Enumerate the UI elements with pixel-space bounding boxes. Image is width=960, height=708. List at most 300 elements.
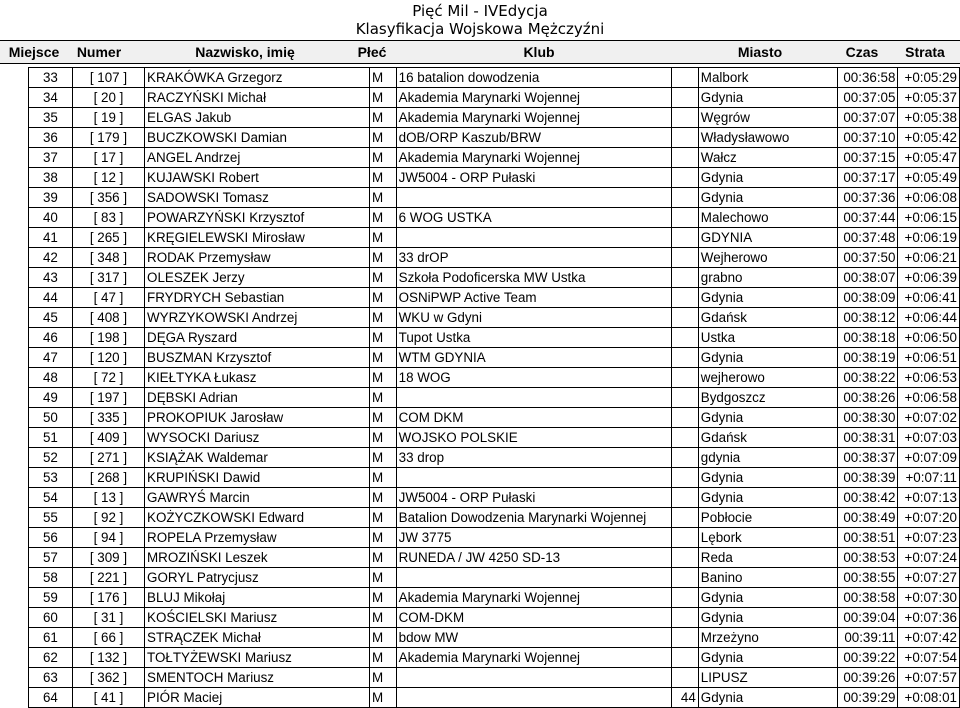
number-cell: [ 17 ] bbox=[72, 148, 144, 168]
club-cell: 33 drOP bbox=[396, 248, 671, 268]
name-cell: WYRZYKOWSKI Andrzej bbox=[145, 308, 370, 328]
number-cell: [ 197 ] bbox=[72, 388, 144, 408]
loss-cell: +0:06:21 bbox=[898, 248, 960, 268]
place-cell: 34 bbox=[29, 88, 73, 108]
club-cell: JW5004 - ORP Pułaski bbox=[396, 488, 671, 508]
sex-cell: M bbox=[370, 248, 397, 268]
number-cell: [ 198 ] bbox=[72, 328, 144, 348]
name-cell: STRĄCZEK Michał bbox=[145, 628, 370, 648]
time-cell: 00:38:58 bbox=[837, 588, 898, 608]
city-cell: Gdynia bbox=[698, 648, 837, 668]
club-cell: OSNiPWP Active Team bbox=[396, 288, 671, 308]
number-cell: [ 47 ] bbox=[72, 288, 144, 308]
sex-cell: M bbox=[370, 408, 397, 428]
time-cell: 00:38:09 bbox=[837, 288, 898, 308]
place-cell: 33 bbox=[29, 68, 73, 88]
sex-cell: M bbox=[370, 468, 397, 488]
number-cell: [ 179 ] bbox=[72, 128, 144, 148]
extra-cell bbox=[671, 408, 698, 428]
loss-cell: +0:07:27 bbox=[898, 568, 960, 588]
sex-cell: M bbox=[370, 348, 397, 368]
city-cell: Mrzeżyno bbox=[698, 628, 837, 648]
time-cell: 00:38:26 bbox=[837, 388, 898, 408]
place-cell: 49 bbox=[29, 388, 73, 408]
name-cell: TOŁTYŻEWSKI Mariusz bbox=[145, 648, 370, 668]
club-cell: Akademia Marynarki Wojennej bbox=[396, 108, 671, 128]
club-cell bbox=[396, 188, 671, 208]
number-cell: [ 317 ] bbox=[72, 268, 144, 288]
sex-cell: M bbox=[370, 588, 397, 608]
table-header bbox=[0, 40, 960, 64]
sex-cell: M bbox=[370, 308, 397, 328]
place-cell: 36 bbox=[29, 128, 73, 148]
loss-cell: +0:05:49 bbox=[898, 168, 960, 188]
club-cell: 16 batalion dowodzenia bbox=[396, 68, 671, 88]
time-cell: 00:37:36 bbox=[837, 188, 898, 208]
city-cell: Banino bbox=[698, 568, 837, 588]
club-cell bbox=[396, 688, 671, 708]
extra-cell bbox=[671, 668, 698, 688]
table-row bbox=[29, 488, 960, 508]
time-cell: 00:38:49 bbox=[837, 508, 898, 528]
table-row bbox=[29, 368, 960, 388]
table-row bbox=[29, 428, 960, 448]
city-cell: Gdańsk bbox=[698, 308, 837, 328]
loss-cell: +0:08:01 bbox=[898, 688, 960, 708]
loss-cell: +0:07:54 bbox=[898, 648, 960, 668]
name-cell: ELGAS Jakub bbox=[145, 108, 370, 128]
number-cell: [ 107 ] bbox=[72, 68, 144, 88]
loss-cell: +0:06:41 bbox=[898, 288, 960, 308]
club-cell: Akademia Marynarki Wojennej bbox=[396, 588, 671, 608]
sex-cell: M bbox=[370, 528, 397, 548]
extra-cell bbox=[671, 168, 698, 188]
table-row bbox=[29, 588, 960, 608]
sex-cell: M bbox=[370, 548, 397, 568]
sex-cell: M bbox=[370, 288, 397, 308]
table-row bbox=[29, 388, 960, 408]
number-cell: [ 31 ] bbox=[72, 608, 144, 628]
name-cell: DĘGA Ryszard bbox=[145, 328, 370, 348]
extra-cell bbox=[671, 208, 698, 228]
sex-cell: M bbox=[370, 68, 397, 88]
club-cell: WKU w Gdyni bbox=[396, 308, 671, 328]
place-cell: 45 bbox=[29, 308, 73, 328]
loss-cell: +0:07:57 bbox=[898, 668, 960, 688]
club-cell: Batalion Dowodzenia Marynarki Wojennej bbox=[396, 508, 671, 528]
loss-cell: +0:07:23 bbox=[898, 528, 960, 548]
loss-cell: +0:05:47 bbox=[898, 148, 960, 168]
city-cell: Reda bbox=[698, 548, 837, 568]
header-nazwisko: Nazwisko, imię bbox=[195, 44, 295, 60]
club-cell: 18 WOG bbox=[396, 368, 671, 388]
number-cell: [ 41 ] bbox=[72, 688, 144, 708]
time-cell: 00:38:30 bbox=[837, 408, 898, 428]
club-cell: Akademia Marynarki Wojennej bbox=[396, 148, 671, 168]
time-cell: 00:36:58 bbox=[837, 68, 898, 88]
number-cell: [ 12 ] bbox=[72, 168, 144, 188]
city-cell: gdynia bbox=[698, 448, 837, 468]
extra-cell bbox=[671, 88, 698, 108]
sex-cell: M bbox=[370, 388, 397, 408]
name-cell: KRAKÓWKA Grzegorz bbox=[145, 68, 370, 88]
place-cell: 55 bbox=[29, 508, 73, 528]
club-cell: JW 3775 bbox=[396, 528, 671, 548]
city-cell: Gdynia bbox=[698, 348, 837, 368]
place-cell: 44 bbox=[29, 288, 73, 308]
loss-cell: +0:05:37 bbox=[898, 88, 960, 108]
table-row bbox=[29, 648, 960, 668]
extra-cell bbox=[671, 528, 698, 548]
city-cell: Gdynia bbox=[698, 288, 837, 308]
club-cell bbox=[396, 468, 671, 488]
table-row bbox=[29, 448, 960, 468]
place-cell: 52 bbox=[29, 448, 73, 468]
sex-cell: M bbox=[370, 128, 397, 148]
extra-cell bbox=[671, 508, 698, 528]
place-cell: 63 bbox=[29, 668, 73, 688]
city-cell: Malechowo bbox=[698, 208, 837, 228]
extra-cell bbox=[671, 468, 698, 488]
city-cell: Węgrów bbox=[698, 108, 837, 128]
club-cell: WOJSKO POLSKIE bbox=[396, 428, 671, 448]
extra-cell bbox=[671, 128, 698, 148]
extra-cell bbox=[671, 268, 698, 288]
number-cell: [ 335 ] bbox=[72, 408, 144, 428]
sex-cell: M bbox=[370, 608, 397, 628]
loss-cell: +0:05:38 bbox=[898, 108, 960, 128]
loss-cell: +0:07:36 bbox=[898, 608, 960, 628]
number-cell: [ 92 ] bbox=[72, 508, 144, 528]
city-cell: Wałcz bbox=[698, 148, 837, 168]
table-row bbox=[29, 508, 960, 528]
club-cell: 33 drop bbox=[396, 448, 671, 468]
header-miejsce: Miejsce bbox=[8, 44, 60, 60]
place-cell: 39 bbox=[29, 188, 73, 208]
name-cell: BUSZMAN Krzysztof bbox=[145, 348, 370, 368]
results-body bbox=[29, 68, 960, 708]
name-cell: KOŚCIELSKI Mariusz bbox=[145, 608, 370, 628]
header-numer: Numer bbox=[76, 44, 122, 60]
city-cell: Wejherowo bbox=[698, 248, 837, 268]
extra-cell bbox=[671, 648, 698, 668]
club-cell bbox=[396, 388, 671, 408]
loss-cell: +0:07:20 bbox=[898, 508, 960, 528]
time-cell: 00:38:31 bbox=[837, 428, 898, 448]
time-cell: 00:38:53 bbox=[837, 548, 898, 568]
city-cell: Gdynia bbox=[698, 168, 837, 188]
place-cell: 42 bbox=[29, 248, 73, 268]
sex-cell: M bbox=[370, 148, 397, 168]
name-cell: KOŻYCZKOWSKI Edward bbox=[145, 508, 370, 528]
loss-cell: +0:06:39 bbox=[898, 268, 960, 288]
name-cell: KSIĄŻAK Waldemar bbox=[145, 448, 370, 468]
city-cell: wejherowo bbox=[698, 368, 837, 388]
extra-cell bbox=[671, 328, 698, 348]
time-cell: 00:38:19 bbox=[837, 348, 898, 368]
extra-cell bbox=[671, 148, 698, 168]
table-row bbox=[29, 188, 960, 208]
time-cell: 00:39:04 bbox=[837, 608, 898, 628]
loss-cell: +0:07:09 bbox=[898, 448, 960, 468]
place-cell: 64 bbox=[29, 688, 73, 708]
time-cell: 00:37:10 bbox=[837, 128, 898, 148]
number-cell: [ 120 ] bbox=[72, 348, 144, 368]
name-cell: SMENTOCH Mariusz bbox=[145, 668, 370, 688]
loss-cell: +0:07:02 bbox=[898, 408, 960, 428]
sex-cell: M bbox=[370, 268, 397, 288]
place-cell: 46 bbox=[29, 328, 73, 348]
city-cell: Lębork bbox=[698, 528, 837, 548]
name-cell: KRĘGIELEWSKI Mirosław bbox=[145, 228, 370, 248]
name-cell: ANGEL Andrzej bbox=[145, 148, 370, 168]
table-row bbox=[29, 528, 960, 548]
city-cell: Bydgoszcz bbox=[698, 388, 837, 408]
loss-cell: +0:06:44 bbox=[898, 308, 960, 328]
loss-cell: +0:07:24 bbox=[898, 548, 960, 568]
number-cell: [ 309 ] bbox=[72, 548, 144, 568]
page-title: Pięć Mil - IVEdycja bbox=[412, 2, 548, 20]
table-row bbox=[29, 148, 960, 168]
time-cell: 00:37:15 bbox=[837, 148, 898, 168]
sex-cell: M bbox=[370, 188, 397, 208]
place-cell: 54 bbox=[29, 488, 73, 508]
place-cell: 58 bbox=[29, 568, 73, 588]
name-cell: OLESZEK Jerzy bbox=[145, 268, 370, 288]
name-cell: PIÓR Maciej bbox=[145, 688, 370, 708]
extra-cell bbox=[671, 488, 698, 508]
city-cell: Gdynia bbox=[698, 468, 837, 488]
sex-cell: M bbox=[370, 88, 397, 108]
loss-cell: +0:05:29 bbox=[898, 68, 960, 88]
number-cell: [ 362 ] bbox=[72, 668, 144, 688]
place-cell: 59 bbox=[29, 588, 73, 608]
time-cell: 00:38:07 bbox=[837, 268, 898, 288]
club-cell: RUNEDA / JW 4250 SD-13 bbox=[396, 548, 671, 568]
name-cell: BLUJ Mikołaj bbox=[145, 588, 370, 608]
extra-cell bbox=[671, 68, 698, 88]
table-row bbox=[29, 128, 960, 148]
number-cell: [ 221 ] bbox=[72, 568, 144, 588]
time-cell: 00:39:29 bbox=[837, 688, 898, 708]
club-cell: Szkoła Podoficerska MW Ustka bbox=[396, 268, 671, 288]
time-cell: 00:37:44 bbox=[837, 208, 898, 228]
time-cell: 00:39:11 bbox=[837, 628, 898, 648]
extra-cell bbox=[671, 228, 698, 248]
table-row bbox=[29, 668, 960, 688]
club-cell: bdow MW bbox=[396, 628, 671, 648]
place-cell: 41 bbox=[29, 228, 73, 248]
header-strata: Strata bbox=[905, 44, 945, 60]
sex-cell: M bbox=[370, 668, 397, 688]
city-cell: grabno bbox=[698, 268, 837, 288]
header-czas: Czas bbox=[845, 44, 879, 60]
name-cell: GORYL Patrycjusz bbox=[145, 568, 370, 588]
time-cell: 00:39:22 bbox=[837, 648, 898, 668]
club-cell: dOB/ORP Kaszub/BRW bbox=[396, 128, 671, 148]
extra-cell bbox=[671, 288, 698, 308]
table-row bbox=[29, 688, 960, 708]
city-cell: Pobłocie bbox=[698, 508, 837, 528]
loss-cell: +0:07:13 bbox=[898, 488, 960, 508]
loss-cell: +0:07:30 bbox=[898, 588, 960, 608]
time-cell: 00:38:42 bbox=[837, 488, 898, 508]
name-cell: BUCZKOWSKI Damian bbox=[145, 128, 370, 148]
number-cell: [ 265 ] bbox=[72, 228, 144, 248]
number-cell: [ 94 ] bbox=[72, 528, 144, 548]
name-cell: WYSOCKI Dariusz bbox=[145, 428, 370, 448]
table-row bbox=[29, 548, 960, 568]
sex-cell: M bbox=[370, 488, 397, 508]
number-cell: [ 13 ] bbox=[72, 488, 144, 508]
number-cell: [ 356 ] bbox=[72, 188, 144, 208]
place-cell: 60 bbox=[29, 608, 73, 628]
place-cell: 56 bbox=[29, 528, 73, 548]
number-cell: [ 72 ] bbox=[72, 368, 144, 388]
number-cell: [ 20 ] bbox=[72, 88, 144, 108]
table-row bbox=[29, 248, 960, 268]
table-row bbox=[29, 68, 960, 88]
city-cell: GDYNIA bbox=[698, 228, 837, 248]
extra-cell bbox=[671, 308, 698, 328]
sex-cell: M bbox=[370, 108, 397, 128]
sex-cell: M bbox=[370, 428, 397, 448]
time-cell: 00:37:07 bbox=[837, 108, 898, 128]
number-cell: [ 409 ] bbox=[72, 428, 144, 448]
number-cell: [ 19 ] bbox=[72, 108, 144, 128]
sex-cell: M bbox=[370, 508, 397, 528]
sex-cell: M bbox=[370, 168, 397, 188]
table-row bbox=[29, 288, 960, 308]
place-cell: 51 bbox=[29, 428, 73, 448]
time-cell: 00:38:18 bbox=[837, 328, 898, 348]
sex-cell: M bbox=[370, 228, 397, 248]
place-cell: 50 bbox=[29, 408, 73, 428]
extra-cell bbox=[671, 188, 698, 208]
club-cell: WTM GDYNIA bbox=[396, 348, 671, 368]
place-cell: 37 bbox=[29, 148, 73, 168]
name-cell: POWARZYŃSKI Krzysztof bbox=[145, 208, 370, 228]
extra-cell bbox=[671, 108, 698, 128]
club-cell: COM-DKM bbox=[396, 608, 671, 628]
club-cell bbox=[396, 228, 671, 248]
city-cell: Malbork bbox=[698, 68, 837, 88]
club-cell: Akademia Marynarki Wojennej bbox=[396, 648, 671, 668]
sex-cell: M bbox=[370, 368, 397, 388]
number-cell: [ 132 ] bbox=[72, 648, 144, 668]
extra-cell bbox=[671, 368, 698, 388]
place-cell: 47 bbox=[29, 348, 73, 368]
loss-cell: +0:06:51 bbox=[898, 348, 960, 368]
loss-cell: +0:06:08 bbox=[898, 188, 960, 208]
number-cell: [ 408 ] bbox=[72, 308, 144, 328]
extra-cell bbox=[671, 348, 698, 368]
city-cell: Gdynia bbox=[698, 608, 837, 628]
sex-cell: M bbox=[370, 628, 397, 648]
table-row bbox=[29, 568, 960, 588]
table-row bbox=[29, 348, 960, 368]
time-cell: 00:37:50 bbox=[837, 248, 898, 268]
extra-cell bbox=[671, 608, 698, 628]
loss-cell: +0:06:53 bbox=[898, 368, 960, 388]
time-cell: 00:38:51 bbox=[837, 528, 898, 548]
place-cell: 40 bbox=[29, 208, 73, 228]
page-subtitle: Klasyfikacja Wojskowa Mężczyźni bbox=[355, 20, 605, 38]
loss-cell: +0:06:15 bbox=[898, 208, 960, 228]
extra-cell bbox=[671, 448, 698, 468]
table-row bbox=[29, 408, 960, 428]
extra-cell bbox=[671, 388, 698, 408]
name-cell: RACZYŃSKI Michał bbox=[145, 88, 370, 108]
table-row bbox=[29, 328, 960, 348]
loss-cell: +0:07:42 bbox=[898, 628, 960, 648]
club-cell: Akademia Marynarki Wojennej bbox=[396, 88, 671, 108]
name-cell: KIEŁTYKA Łukasz bbox=[145, 368, 370, 388]
extra-cell bbox=[671, 568, 698, 588]
name-cell: KRUPIŃSKI Dawid bbox=[145, 468, 370, 488]
number-cell: [ 66 ] bbox=[72, 628, 144, 648]
club-cell: COM DKM bbox=[396, 408, 671, 428]
club-cell bbox=[396, 668, 671, 688]
table-row bbox=[29, 628, 960, 648]
sex-cell: M bbox=[370, 648, 397, 668]
city-cell: Gdynia bbox=[698, 488, 837, 508]
name-cell: DĘBSKI Adrian bbox=[145, 388, 370, 408]
header-plec: Płeć bbox=[357, 44, 387, 60]
table-row bbox=[29, 308, 960, 328]
time-cell: 00:37:17 bbox=[837, 168, 898, 188]
city-cell: Gdańsk bbox=[698, 428, 837, 448]
time-cell: 00:37:48 bbox=[837, 228, 898, 248]
loss-cell: +0:07:03 bbox=[898, 428, 960, 448]
time-cell: 00:38:22 bbox=[837, 368, 898, 388]
club-cell: Tupot Ustka bbox=[396, 328, 671, 348]
table-row bbox=[29, 168, 960, 188]
time-cell: 00:38:55 bbox=[837, 568, 898, 588]
number-cell: [ 268 ] bbox=[72, 468, 144, 488]
extra-cell bbox=[671, 248, 698, 268]
place-cell: 48 bbox=[29, 368, 73, 388]
table-row bbox=[29, 108, 960, 128]
loss-cell: +0:06:19 bbox=[898, 228, 960, 248]
table-row bbox=[29, 608, 960, 628]
place-cell: 53 bbox=[29, 468, 73, 488]
number-cell: [ 348 ] bbox=[72, 248, 144, 268]
extra-cell bbox=[671, 588, 698, 608]
extra-cell: 44 bbox=[671, 688, 698, 708]
extra-cell bbox=[671, 548, 698, 568]
name-cell: FRYDRYCH Sebastian bbox=[145, 288, 370, 308]
table-row bbox=[29, 468, 960, 488]
loss-cell: +0:05:42 bbox=[898, 128, 960, 148]
city-cell: Gdynia bbox=[698, 588, 837, 608]
loss-cell: +0:06:58 bbox=[898, 388, 960, 408]
place-cell: 43 bbox=[29, 268, 73, 288]
city-cell: Władysławowo bbox=[698, 128, 837, 148]
table-row bbox=[29, 228, 960, 248]
name-cell: PROKOPIUK Jarosław bbox=[145, 408, 370, 428]
city-cell: Gdynia bbox=[698, 688, 837, 708]
club-cell: JW5004 - ORP Pułaski bbox=[396, 168, 671, 188]
city-cell: LIPUSZ bbox=[698, 668, 837, 688]
table-row bbox=[29, 88, 960, 108]
table-row bbox=[29, 268, 960, 288]
time-cell: 00:38:39 bbox=[837, 468, 898, 488]
name-cell: RODAK Przemysław bbox=[145, 248, 370, 268]
place-cell: 62 bbox=[29, 648, 73, 668]
club-cell: 6 WOG USTKA bbox=[396, 208, 671, 228]
time-cell: 00:37:05 bbox=[837, 88, 898, 108]
